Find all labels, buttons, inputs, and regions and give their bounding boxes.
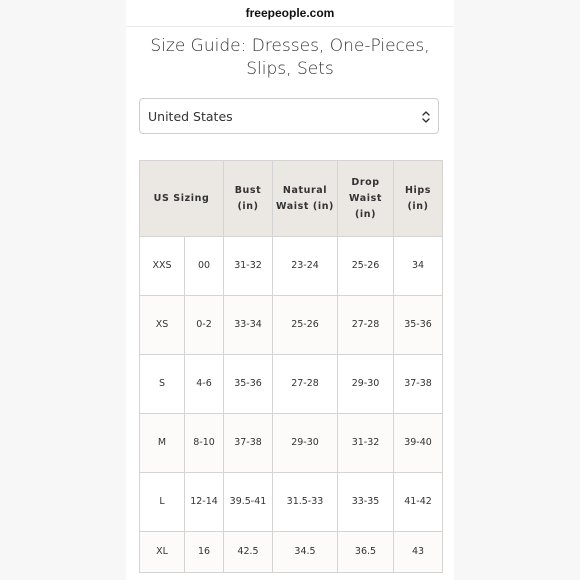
page-title: Size Guide: Dresses, One-Pieces, Slips, Sets [150, 36, 430, 79]
header-hips: Hips (in) [394, 161, 443, 237]
cell-natural-waist: 27-28 [273, 355, 338, 414]
table-row [140, 532, 443, 573]
site-domain[interactable]: freepeople.com [126, 0, 454, 27]
cell-size-number: 12-14 [185, 473, 224, 532]
cell-bust: 39.5-41 [224, 473, 273, 532]
cell-hips: 34 [394, 237, 443, 296]
table-row [140, 237, 443, 296]
cell-hips: 41-42 [394, 473, 443, 532]
table-header-row [140, 161, 443, 237]
cell-size: XL [140, 532, 185, 573]
cell-hips: 37-38 [394, 355, 443, 414]
cell-size-number: 00 [185, 237, 224, 296]
cell-natural-waist: 31.5-33 [273, 473, 338, 532]
cell-size: L [140, 473, 185, 532]
cell-hips: 39-40 [394, 414, 443, 473]
cell-natural-waist: 34.5 [273, 532, 338, 573]
header-bust: Bust (in) [224, 161, 273, 237]
cell-drop-waist: 29-30 [338, 355, 394, 414]
cell-size-number: 0-2 [185, 296, 224, 355]
size-guide-card [126, 0, 454, 580]
cell-natural-waist: 25-26 [273, 296, 338, 355]
cell-natural-waist: 29-30 [273, 414, 338, 473]
cell-drop-waist: 36.5 [338, 532, 394, 573]
country-select-value: United States [148, 108, 233, 124]
table-row [140, 473, 443, 532]
cell-size: XXS [140, 237, 185, 296]
cell-hips: 43 [394, 532, 443, 573]
cell-drop-waist: 27-28 [338, 296, 394, 355]
cell-bust: 35-36 [224, 355, 273, 414]
cell-bust: 33-34 [224, 296, 273, 355]
updown-chevron-icon [420, 108, 432, 126]
cell-size-number: 8-10 [185, 414, 224, 473]
size-chart-table [139, 160, 443, 573]
cell-drop-waist: 25-26 [338, 237, 394, 296]
cell-natural-waist: 23-24 [273, 237, 338, 296]
cell-hips: 35-36 [394, 296, 443, 355]
cell-bust: 31-32 [224, 237, 273, 296]
country-select[interactable] [139, 98, 439, 134]
table-row [140, 296, 443, 355]
cell-drop-waist: 33-35 [338, 473, 394, 532]
cell-bust: 37-38 [224, 414, 273, 473]
cell-bust: 42.5 [224, 532, 273, 573]
cell-size: XS [140, 296, 185, 355]
table-row [140, 355, 443, 414]
table-row [140, 414, 443, 473]
cell-size-number: 16 [185, 532, 224, 573]
cell-size-number: 4-6 [185, 355, 224, 414]
header-natural-waist: Natural Waist (in) [273, 161, 338, 237]
header-us-sizing: US Sizing [140, 161, 224, 237]
cell-size: S [140, 355, 185, 414]
cell-size: M [140, 414, 185, 473]
cell-drop-waist: 31-32 [338, 414, 394, 473]
header-drop-waist: Drop Waist (in) [338, 161, 394, 237]
